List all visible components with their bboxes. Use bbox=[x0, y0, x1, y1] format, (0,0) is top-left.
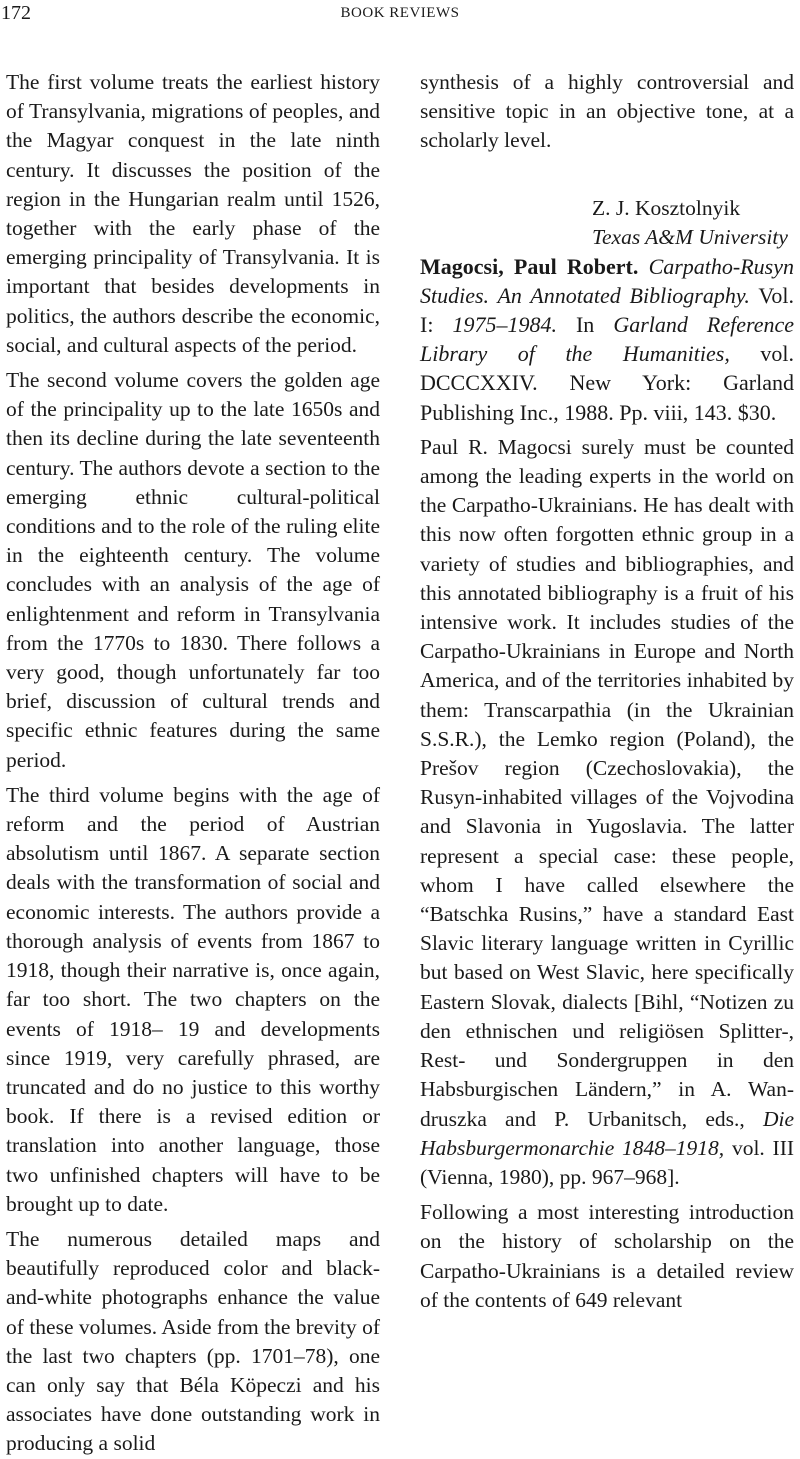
review-text-part1: Paul R. Magocsi surely must be counted among the leading experts in the world on the Carpatho-Ukrainians. He has dealt with this now often forgotten ethnic group in a variety of studies and bibliographies, and this annotated bibliography is a fruit of his intensive work. It includes studies of the Carpatho-Ukrainians in Europe and North America, and of the territories inhabited by them: Transcarpathia (in the Ukrainian S.S.R.), the Lemko region (Poland), the Prešov region (Czechoslovakia), the Rusyn-inhabited villages of the Vojvodina and Slavonia in Yugoslavia. The latter represent a special case: these people, whom I have called elsewhere the “Batschka Rusins,” have a standard East Slavic literary language written in Cyrillic but based on West Slavic, here specifically Eastern Slovak, dialects [Bihl, “Notizen zu den ethnischen und religiösen Splitter-, Rest- und Sondergruppen in den Habsburgischen Ländern,” in A. Wandruszka and P. Urbanitsch, eds., bbox=[420, 434, 794, 1131]
reviewer-affiliation: Texas A&M University bbox=[592, 224, 788, 249]
volume-years: 1975–1984. bbox=[452, 312, 557, 338]
review-text-italic: Die Habsburgermonarchie 1848–1918, bbox=[420, 1106, 794, 1160]
review-paragraph-two: Following a most interesting introduction on the history of scholarship on the Carpatho-Ukrainians is a detailed review of the contents of 649 relevant bbox=[420, 1200, 794, 1312]
book-title: Carpatho-Rusyn Studies. An Annotated Bibliography. bbox=[420, 253, 795, 308]
paragraph-volume-one: The first volume treats the earliest history of Transylvania, migrations of peoples, and the Magyar conquest in the late ninth century. It discusses the position of the region in the Hungarian realm until 1526, together with the early phase of the emerging principality of Transylvania. It is important that besides developments in politics, the authors describe the economic, social, and cultural aspects of the period. bbox=[6, 70, 380, 357]
page-number: 172 bbox=[1, 2, 31, 24]
paragraph-volume-three: The third volume begins with the age of reform and the period of Austrian absolutism until 1867. A separate section deals with the transformation of social and economic interests. The authors provide a thorough analysis of events from 1867 to 1918, though their narrative is, once again, far too short. The two chapters on the events of 1918– 19 and developments since 1919, very carefully phrased, are truncated and do no justice to this worthy book. If there is a revised edition or translation into another language, those two unfinished chapters will have to be brought up to date. bbox=[6, 782, 380, 1216]
review-heading bbox=[420, 252, 794, 427]
series-prefix: In bbox=[575, 312, 595, 338]
right-column bbox=[420, 68, 794, 1315]
reviewed-author: Magocsi, Paul Robert. bbox=[420, 253, 639, 279]
publication-details: vol. DCCCXXIV. New York: Garland Publishing Inc., 1988. Pp. viii, 143. $30. bbox=[420, 341, 795, 425]
reviewer-name: Z. J. Kosztolnyik bbox=[592, 195, 741, 220]
paragraph-maps-photographs: The numerous detailed maps and beautifully reproduced color and black-and-white photographs enhance the value of these volumes. Aside from the brevity of the last two chapters (pp. 1701–78), one can only say that Béla Köpeczi and his associates have done outstanding work in producing a solid bbox=[6, 1226, 380, 1456]
paragraph-continuation: synthesis of a highly controversial and sensitive topic in an objective tone, at a scholarly level. bbox=[420, 70, 794, 153]
review-text-part2: vol. III (Vienna, 1980), pp. 967–968]. bbox=[420, 1135, 795, 1189]
review-paragraph-one bbox=[420, 433, 794, 1192]
page-header bbox=[0, 0, 800, 30]
reviewer-signature bbox=[420, 194, 794, 252]
paragraph-volume-two: The second volume covers the golden age of the principality up to the late 1650s and then its decline during the late seventeenth century. The authors devote a section to the emerging ethnic cultural-political conditions and to the role of the ruling elite in the eighteenth century. The volume concludes with an analysis of the age of enlightenment and reform in Transylvania from the 1770s to 1830. There follows a very good, though unfortunately far too brief, discussion of cultural trends and specific ethnic features during the same period. bbox=[6, 368, 380, 772]
running-head: BOOK REVIEWS bbox=[340, 5, 460, 21]
series-title: Garland Reference Library of the Humanities, bbox=[420, 312, 795, 367]
volume-label: Vol. I: bbox=[420, 282, 794, 338]
left-column bbox=[6, 68, 380, 1459]
